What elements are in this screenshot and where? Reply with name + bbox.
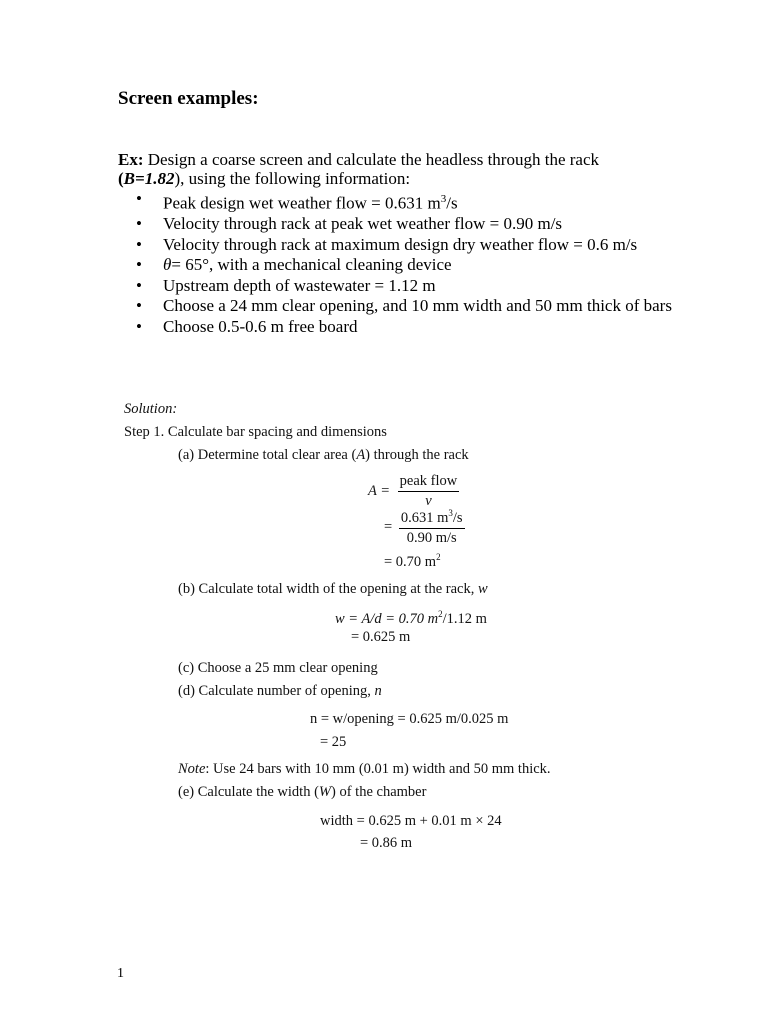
- equation-d-line-1: n = w/opening = 0.625 m/0.025 m: [310, 711, 509, 727]
- list-item: • Velocity through rack at peak wet weather flow = 0.90 m/s: [136, 214, 676, 235]
- list-item: • Upstream depth of wastewater = 1.12 m: [136, 276, 676, 297]
- list-item: • Peak design wet weather flow = 0.631 $m^3/s$: [136, 189, 676, 214]
- step-c-text: (c) Choose a 25 mm clear opening: [178, 660, 378, 676]
- list-item: • Choose a 24 mm clear opening, and 10 mm width and 50 mm thick of bars: [136, 296, 676, 317]
- solution-label: Solution:: [124, 401, 178, 417]
- example-label: Ex:: [118, 150, 144, 169]
- b-open: (: [118, 169, 124, 188]
- equation-a-line-2: = $\frac{0.631 m^3/s}{0.90 m/s}$: [384, 508, 463, 546]
- equation-b-line-2: = 0.625 m: [351, 629, 411, 645]
- step-1-heading: Step 1. Calculate bar spacing and dimensions: [124, 424, 387, 440]
- step-b-text: (b) Calculate total width of the opening at the rack, w: [178, 581, 488, 597]
- equation-d-line-2: = 25: [320, 734, 347, 750]
- list-item: • θ= 65°, with a mechanical cleaning device: [136, 255, 676, 276]
- equation-e-line-1: width = 0.625 m + 0.01 m × 24: [320, 813, 502, 829]
- theta-symbol: θ: [163, 255, 172, 275]
- step-a-text: (a) Determine total clear area (A) through the rack: [178, 447, 469, 463]
- page-title: Screen examples:: [118, 88, 259, 109]
- note-text: Note: Use 24 bars with 10 mm (0.01 m) width and 50 mm thick.: [178, 761, 551, 777]
- list-item: • Velocity through rack at maximum design dry weather flow = 0.6 m/s: [136, 235, 676, 256]
- step-d-text: (d) Calculate number of opening, n: [178, 683, 382, 699]
- equation-b-line-1: w = A/d = 0.70 $m^2/1.12$ m: [335, 609, 487, 627]
- example-intro-line-1: [118, 150, 599, 170]
- list-item: • Choose 0.5-0.6 m free board: [136, 317, 676, 338]
- equation-e-line-2: = 0.86 m: [360, 835, 413, 851]
- example-intro-line-2: [118, 169, 410, 189]
- page-number: 1: [117, 966, 124, 981]
- step-e-text: (e) Calculate the width (W) of the chamber: [178, 784, 427, 800]
- example-intro-tail: ), using the following information:: [174, 169, 411, 188]
- equation-a-line-1: A = $\frac{\text{peak flow}}{v}$: [368, 473, 458, 509]
- example-intro-text: Design a coarse screen and calculate the headless through the rack: [143, 150, 599, 169]
- given-information-list: [136, 189, 676, 337]
- equation-a-result: = 0.70 $m^2$: [384, 552, 441, 570]
- b-value: B=1.82: [123, 169, 175, 188]
